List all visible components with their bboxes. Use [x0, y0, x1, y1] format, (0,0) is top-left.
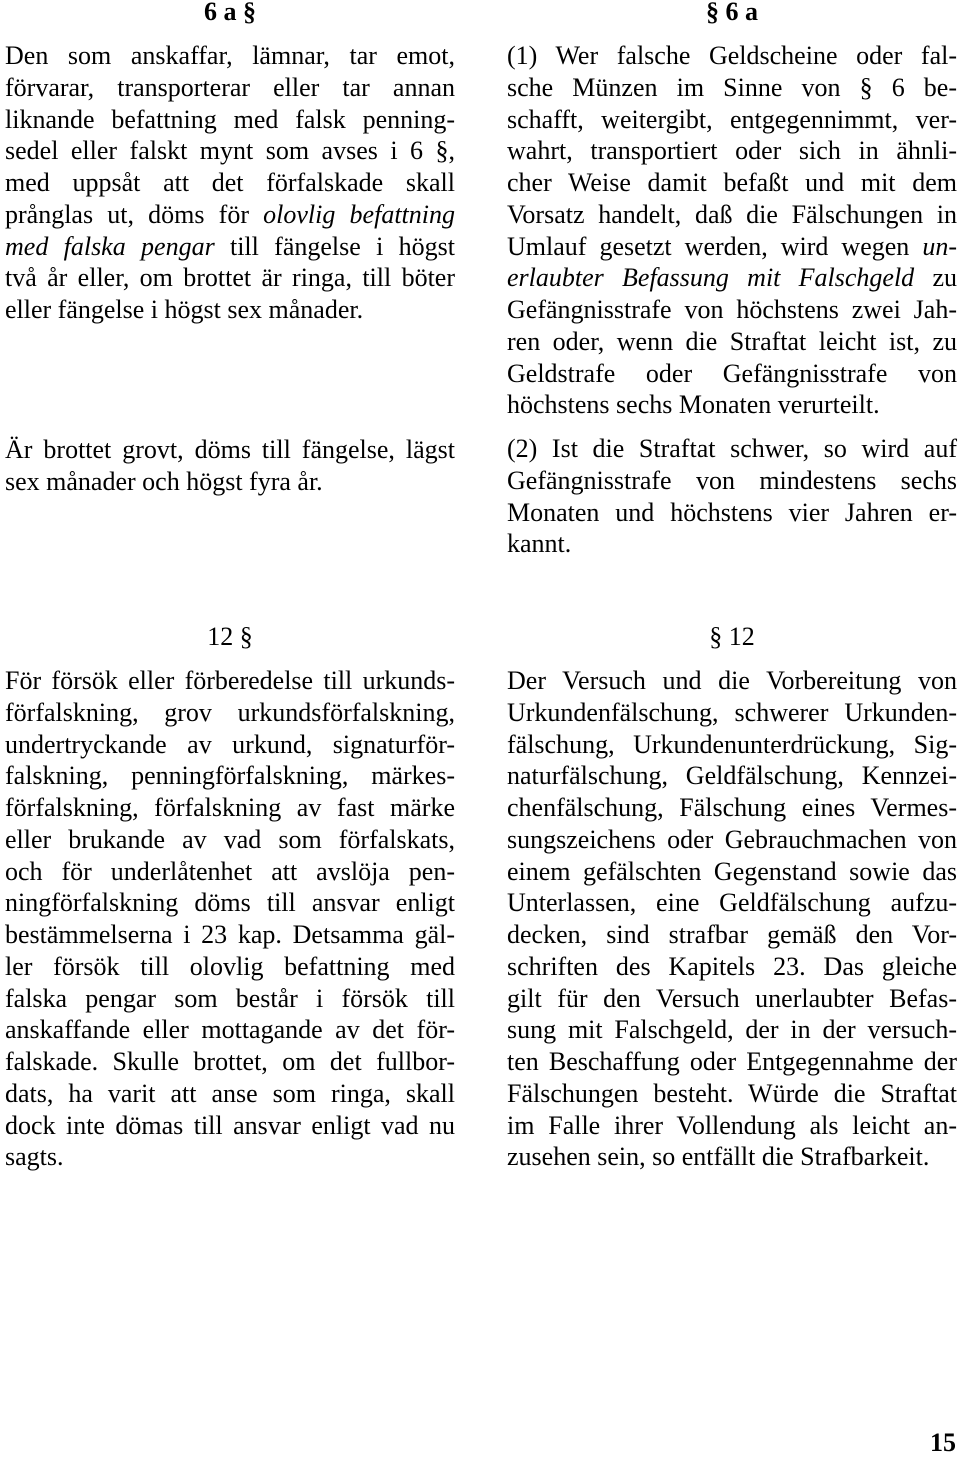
- section-6a-german-paragraph-1: [507, 40, 957, 421]
- section-6a-heading-swedish: 6 a §: [204, 0, 256, 26]
- text-line: falskade. Skulle brottet, om det fullbor-: [5, 1047, 455, 1076]
- text-line: Den som anskaffar, lämnar, tar emot,: [5, 41, 455, 70]
- section-12-german-paragraph: [507, 665, 957, 1173]
- text-line: Der Versuch und die Vorbereitung von: [507, 666, 957, 695]
- section-12-heading-german: § 12: [709, 622, 755, 651]
- text-line: Gefängnisstrafe von mindestens sechs: [507, 465, 957, 495]
- text-line: (1) Wer falsche Geldscheine oder fal-: [507, 41, 957, 70]
- text-line: Monaten und höchstens vier Jahren er-: [507, 497, 957, 527]
- italic-term: erlaubter Befassung mit Falschgeld: [507, 263, 915, 293]
- text-line: einem gefälschten Gegenstand sowie das: [507, 856, 957, 886]
- section-6a-swedish-paragraph-1: [5, 40, 455, 326]
- text-line: zusehen sein, so entfällt die Strafbarkeit.: [507, 1142, 930, 1172]
- text-line: sedel eller falskt mynt som avses i 6 §,: [5, 136, 455, 166]
- text-line: [5, 199, 455, 231]
- text-line: ningförfalskning döms till ansvar enligt: [5, 888, 455, 918]
- text-segment: Umlauf gesetzt werden, wird wegen: [507, 231, 923, 261]
- text-line: cher Weise damit befaßt und mit dem: [507, 168, 957, 197]
- text-line: Urkundenfälschung, schwerer Urkunden-: [507, 697, 957, 727]
- text-line: bestämmelserna i 23 kap. Detsamma gäl-: [5, 920, 455, 949]
- text-line: För försök eller förberedelse till urkunds-: [5, 666, 455, 695]
- text-line: falska pengar som består i försök till: [5, 983, 455, 1013]
- text-line: anskaffande eller mottagande av det för-: [5, 1015, 455, 1045]
- text-line: chenfälschung, Fälschung eines Vermes-: [507, 793, 957, 822]
- text-segment: zu: [914, 263, 957, 293]
- text-line: sung mit Falschgeld, der in der versuch-: [507, 1015, 957, 1045]
- text-line: decken, sind strafbar gemäß den Vor-: [507, 920, 957, 949]
- text-line: liknande befattning med falsk penning-: [5, 104, 455, 134]
- text-line: ren oder, wenn die Straftat leicht ist, zu: [507, 326, 957, 356]
- text-line: sex månader och högst fyra år.: [5, 466, 323, 496]
- text-line: schafft, weitergibt, entgegennimmt, ver-: [507, 104, 957, 134]
- text-line: Gefängnisstrafe von höchstens zwei Jah-: [507, 295, 957, 324]
- text-line: Vorsatz handelt, daß die Fälschungen in: [507, 199, 957, 229]
- text-line: förvarar, transporterar eller tar annan: [5, 72, 455, 102]
- text-line: och för underlåtenhet att avslöja pen-: [5, 856, 455, 886]
- text-line: (2) Ist die Straftat schwer, so wird auf: [507, 434, 957, 463]
- text-line: [507, 231, 957, 263]
- text-line: eller fängelse i högst sex månader.: [5, 295, 364, 324]
- section-6a-german-paragraph-2: [507, 433, 957, 560]
- text-line: förfalskning, grov urkundsförfalskning,: [5, 697, 455, 727]
- text-line: sche Münzen im Sinne von § 6 be-: [507, 72, 957, 102]
- section-12-heading-swedish: 12 §: [207, 622, 253, 651]
- section-6a-heading-german: § 6 a: [706, 0, 758, 26]
- text-line: höchstens sechs Monaten verurteilt.: [507, 390, 880, 420]
- text-line: schriften des Kapitels 23. Das gleiche: [507, 951, 957, 981]
- page-number: 15: [930, 1428, 956, 1457]
- text-line: Geldstrafe oder Gefängnisstrafe von: [507, 358, 957, 388]
- italic-term: un-: [922, 231, 957, 261]
- text-line: [507, 262, 957, 294]
- italic-term: olovlig befattning: [263, 199, 455, 229]
- text-line: Unterlassen, eine Geldfälschung aufzu-: [507, 888, 957, 918]
- text-line: naturfälschung, Geldfälschung, Kennzei-: [507, 761, 957, 791]
- text-line: gilt für den Versuch unerlaubter Befas-: [507, 983, 957, 1013]
- text-line: wahrt, transportiert oder sich in ähnli-: [507, 136, 957, 166]
- text-line: sungszeichens oder Gebrauchmachen von: [507, 824, 957, 854]
- text-line: förfalskning, förfalskning av fast märke: [5, 793, 455, 822]
- text-line: im Falle ihrer Vollendung als leicht an-: [507, 1110, 957, 1140]
- text-line: kannt.: [507, 529, 572, 559]
- text-line: Är brottet grovt, döms till fängelse, lägst: [5, 435, 455, 464]
- text-line: ler försök till olovlig befattning med: [5, 951, 455, 981]
- text-line: dock inte dömas till ansvar enligt vad nu: [5, 1110, 455, 1140]
- text-line: eller brukande av vad som förfalskats,: [5, 824, 455, 854]
- text-line: dats, ha varit att anse som ringa, skall: [5, 1078, 455, 1108]
- section-12-swedish-paragraph: [5, 665, 455, 1173]
- italic-term: med falska pengar: [5, 231, 215, 261]
- text-line: ten Beschaffung oder Entgegennahme der: [507, 1047, 957, 1076]
- text-line: med uppsåt att det förfalskade skall: [5, 168, 455, 197]
- text-line: undertryckande av urkund, signaturför-: [5, 729, 455, 759]
- text-line: två år eller, om brottet är ringa, till böter: [5, 263, 455, 293]
- text-line: fälschung, Urkundenunterdrückung, Sig-: [507, 729, 957, 759]
- text-line: sagts.: [5, 1142, 64, 1172]
- text-segment: till fängelse i högst: [214, 231, 455, 261]
- text-segment: prånglas ut, döms för: [5, 199, 264, 229]
- text-line: [5, 231, 455, 263]
- text-line: falskning, penningförfalskning, märkes-: [5, 761, 455, 791]
- text-line: Fälschungen besteht. Würde die Straftat: [507, 1078, 957, 1108]
- section-6a-swedish-paragraph-2: [5, 434, 455, 498]
